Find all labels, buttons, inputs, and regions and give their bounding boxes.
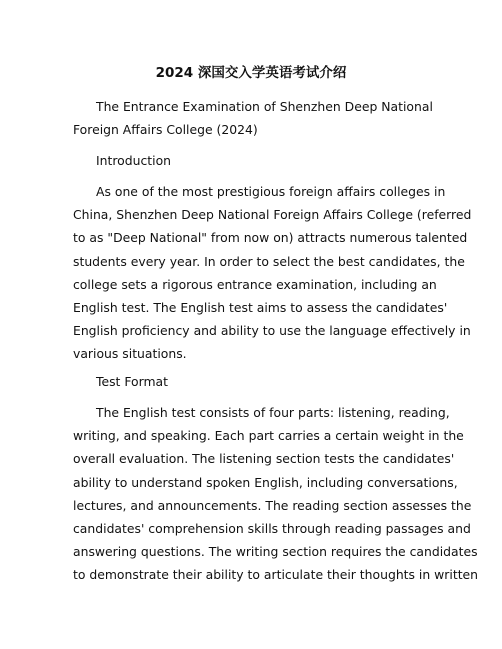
- paragraph-line: writing, and speaking. Each part carries a certain weight in the: [73, 428, 464, 444]
- paragraph-line: college sets a rigorous entrance examination, including an: [73, 276, 437, 292]
- paragraph-line: lectures, and announcements. The reading section assesses the: [73, 497, 472, 513]
- paragraph-line: China, Shenzhen Deep National Foreign Affairs College (referred: [73, 207, 472, 223]
- test-format-heading: [73, 370, 433, 393]
- document-subtitle: [73, 95, 433, 141]
- test-format-heading-text: Test Format: [96, 374, 169, 389]
- paragraph-line: The English test consists of four parts: listening, reading,: [96, 405, 450, 420]
- paragraph-line: to demonstrate their ability to articulate their thoughts in written: [73, 567, 479, 583]
- introduction-heading: [73, 149, 433, 172]
- paragraph-line: various situations.: [73, 346, 187, 362]
- introduction-heading-text: Introduction: [96, 153, 172, 168]
- paragraph-line: English proficiency and ability to use the language effectively in: [73, 323, 471, 339]
- subtitle-line: Foreign Affairs College (2024): [73, 122, 258, 138]
- paragraph-line: students every year. In order to select the best candidates, the: [73, 253, 465, 269]
- format-paragraph: [73, 401, 479, 587]
- paragraph-line: to as "Deep National" from now on) attracts numerous talented: [73, 230, 468, 246]
- paragraph-line: English test. The English test aims to assess the candidates': [73, 300, 448, 316]
- subtitle-line: The Entrance Examination of Shenzhen Deep National: [96, 99, 433, 114]
- paragraph-line: As one of the most prestigious foreign affairs colleges in: [96, 184, 446, 199]
- paragraph-line: answering questions. The writing section requires the candidates: [73, 544, 478, 560]
- paragraph-line: candidates' comprehension skills through reading passages and: [73, 521, 471, 537]
- intro-paragraph: [73, 180, 472, 366]
- paragraph-line: overall evaluation. The listening section tests the candidates': [73, 451, 455, 467]
- paragraph-line: ability to understand spoken English, including conversations,: [73, 474, 458, 490]
- document-title: 2024 深国交入学英语考试介绍: [155, 65, 347, 81]
